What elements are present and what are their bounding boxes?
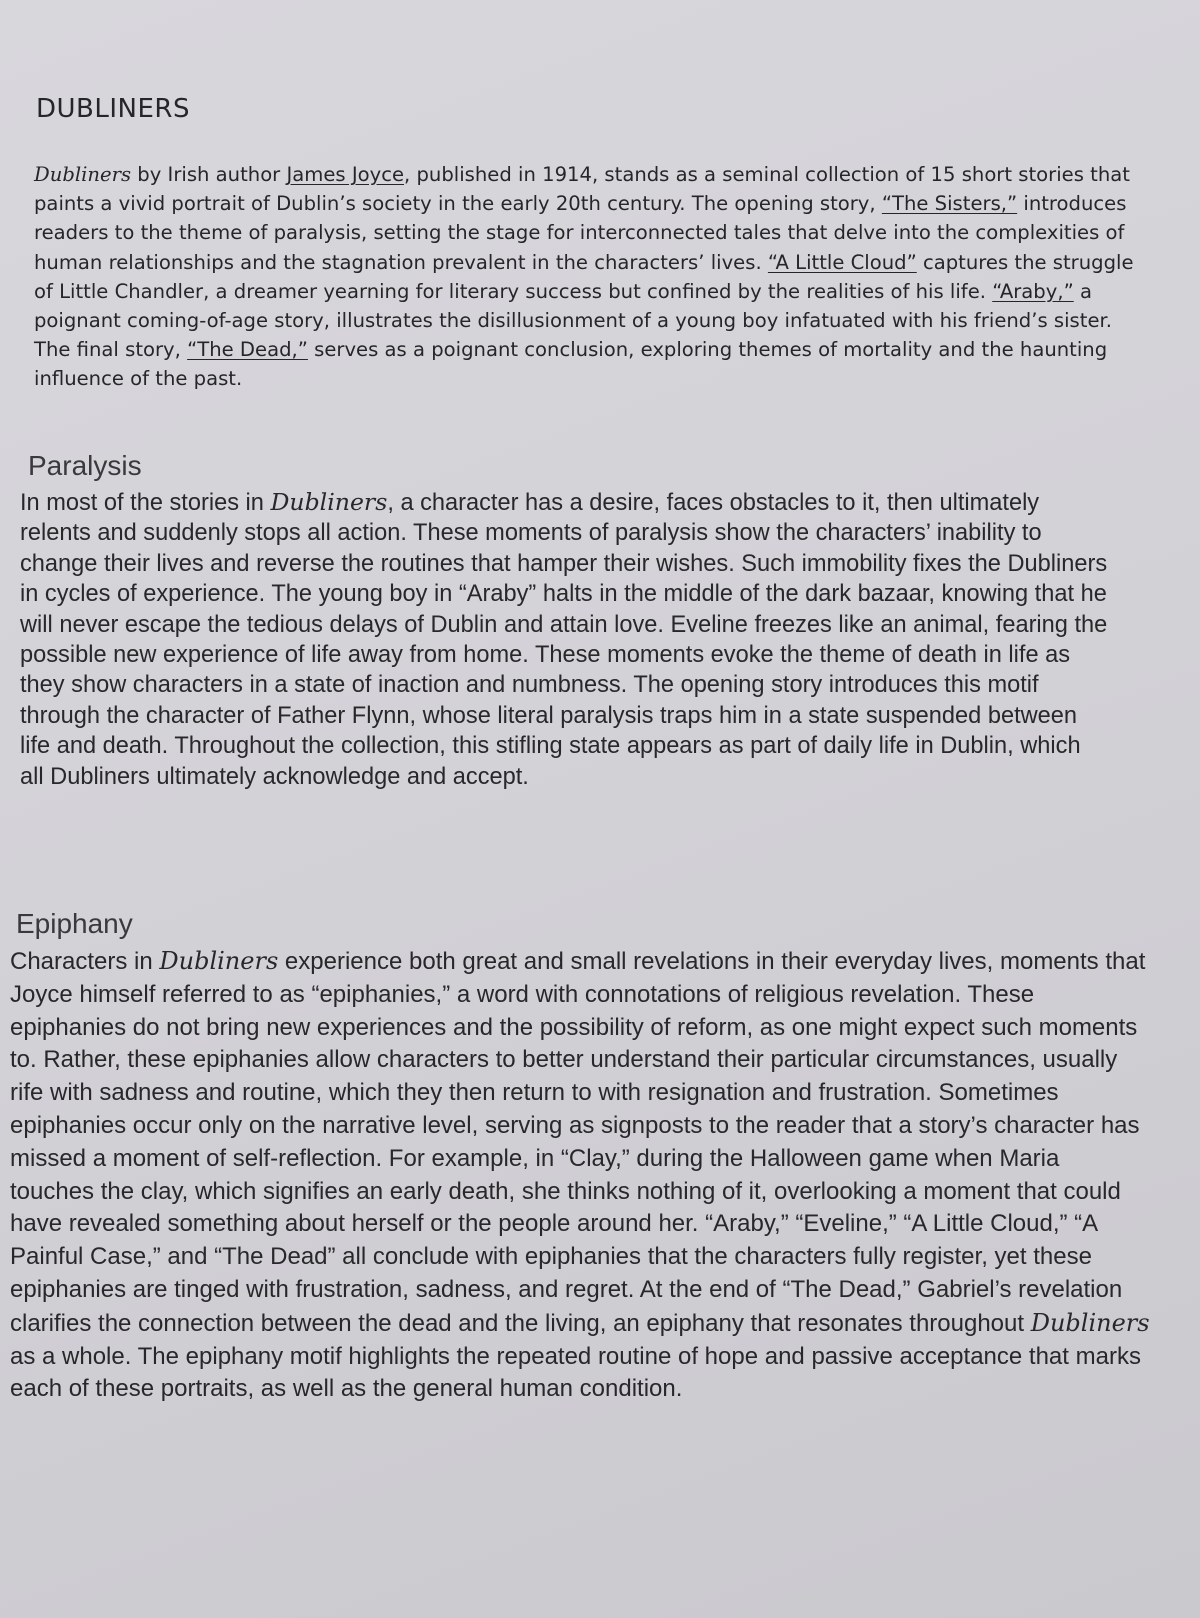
page-title: DUBLINERS	[36, 94, 190, 124]
epiphany-text-2: experience both great and small revelations in their everyday lives, moments that Joyce himself referred to as “epiphanies,” a word with connotations of religious revelation. These epiphanies do not bring new experiences and the possibility of reform, as one might expect such moments to. Rather, these epiphanies allow characters to better understand their particular circumstances, usually rife with sadness and routine, which they then return to with resignation and frustration. Sometimes epiphanies occur only on the narrative level, serving as signposts to the reader that a story’s character has missed a moment of self-reflection. For example, in “Clay,” during the Halloween game when Maria touches the clay, which signifies an early death, she thinks nothing of it, overlooking a moment that could have revealed something about herself or the people around her. “Araby,” “Eveline,” “A Little Cloud,” “A Painful Case,” and “The Dead” all conclude with epiphanies that the characters fully register, yet these epiphanies are tinged with frustration, sadness, and regret. At the end of “The Dead,” Gabriel’s revelation clarifies the connection between the dead and the living, an epiphany that resonates throughout	[10, 948, 1146, 1337]
story-the-dead: “The Dead,”	[187, 338, 308, 362]
story-araby: “Araby,”	[992, 279, 1074, 303]
intro-text-5: a poignant coming-of-age story, illustrates the disillusionment of a young boy infatuated with his friend’s sister. The final story,	[34, 279, 1112, 362]
book-title: Dubliners	[1030, 1308, 1150, 1337]
story-the-sisters: “The Sisters,”	[881, 192, 1018, 216]
intro-text-2: , published in 1914, stands as a seminal collection of 15 short stories that paints a vivid portrait of Dublin’s society in the early 20th century. The opening story,	[34, 163, 1130, 216]
epiphany-text-1: Characters in	[10, 948, 160, 975]
section-heading-paralysis: Paralysis	[28, 450, 142, 481]
intro-text-4: captures the struggle of Little Chandler, a dreamer yearning for literary success but confined by the realities of his life.	[34, 250, 1134, 303]
author-link: James Joyce	[286, 163, 405, 186]
intro-text-6: serves as a poignant conclusion, exploring themes of mortality and the haunting influence of the past.	[34, 338, 1108, 391]
section-heading-epiphany: Epiphany	[16, 908, 133, 939]
paralysis-text-1: In most of the stories in	[20, 490, 271, 516]
epiphany-paragraph	[10, 945, 1150, 1406]
paralysis-text-2: , a character has a desire, faces obstacles to it, then ultimately relents and suddenly stops all action. These moments of paralysis show the characters’ inability to change their lives and reverse the routines that hamper their wishes. Such immobility fixes the Dubliners in cycles of experience. The young boy in “Araby” halts in the middle of the dark bazaar, knowing that he will never escape the tedious delays of Dublin and attain love. Eveline freezes like an animal, fearing the possible new experience of life away from home. These moments evoke the theme of death in life as they show characters in a state of inaction and numbness. The opening story introduces this motif through the character of Father Flynn, whose literal paralysis traps him in a state suspended between life and death. Throughout the collection, this stifling state appears as part of daily life in Dublin, which all Dubliners ultimately acknowledge and accept.	[20, 490, 1108, 790]
paralysis-paragraph	[20, 487, 1110, 792]
book-title: Dubliners	[159, 947, 279, 975]
intro-text-1: by Irish author	[131, 163, 287, 186]
story-a-little-cloud: “A Little Cloud”	[767, 250, 917, 274]
epiphany-text-3: as a whole. The epiphany motif highlights the repeated routine of hope and passive acceptance that marks each of these portraits, as well as the general human condition.	[10, 1342, 1141, 1403]
intro-text-3: introduces readers to the theme of paralysis, setting the stage for interconnected tales that delve into the complexities of human relationships and the stagnation prevalent in the characters’ lives.	[34, 192, 1127, 274]
intro-paragraph	[34, 160, 1144, 394]
book-title: Dubliners	[34, 163, 132, 186]
book-title: Dubliners	[270, 488, 388, 516]
